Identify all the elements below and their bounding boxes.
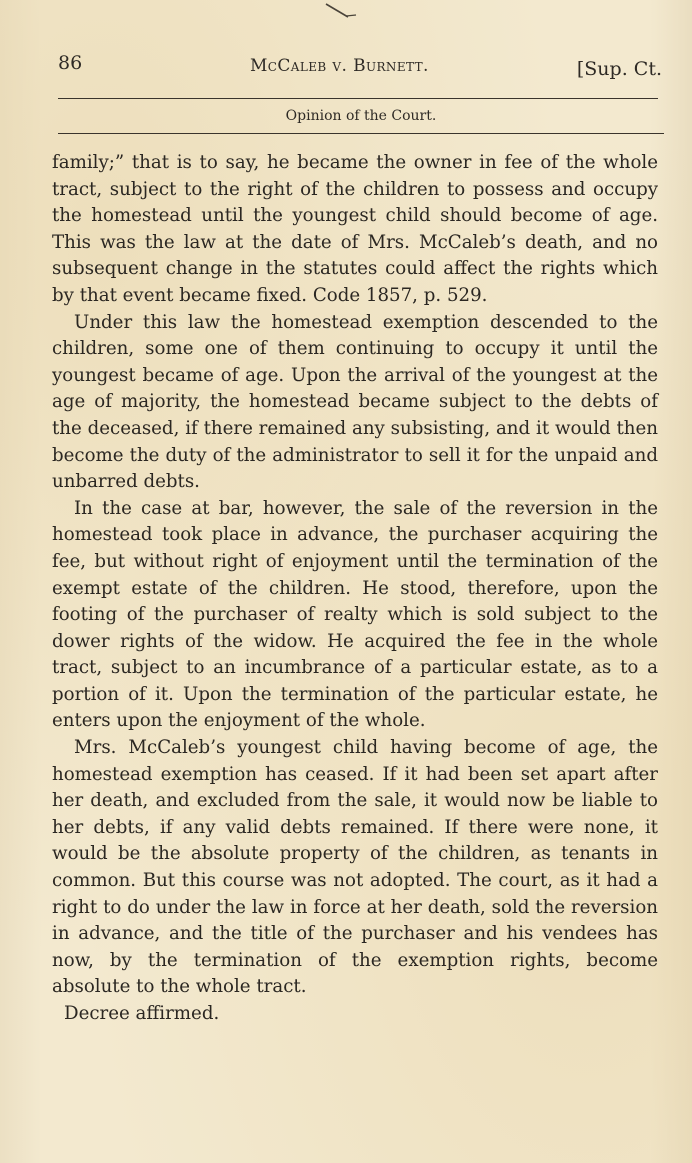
decree-line: Decree affirmed. bbox=[64, 1003, 220, 1024]
ink-mark bbox=[322, 0, 362, 22]
paragraph-3: In the case at bar, however, the sale of the reversion in the homestead took place in advance, the purchaser acquiring the fee, but without right of enjoyment until the termination of the exempt estate of the children. He stood, therefore, upon the footing of the purchaser of realty which is sold subject to the dower rights of the widow. He acquired the fee in the whole tract, subject to an incumbrance of a particular estate, as to a portion of it. Upon the termination of the particular estate, he enters upon the enjoyment of the whole. bbox=[52, 497, 658, 732]
header-rule-top bbox=[58, 98, 658, 99]
section-heading: Opinion of the Court. bbox=[285, 108, 437, 124]
opinion-text bbox=[52, 150, 658, 1028]
paragraph-2: Under this law the homestead exemption descended to the children, some one of them continuing to occupy it until the youngest became of age. Upon the arrival of the youngest at the age of majority, the homestead became subject to the debts of the deceased, if there remained any subsisting, and it would then become the duty of the administrator to sell it for the unpaid and unbarred debts. bbox=[52, 311, 658, 493]
header-rule-bottom bbox=[58, 133, 664, 134]
case-title: McCaleb v. Burnett. bbox=[250, 56, 429, 76]
paragraph-4: Mrs. McCaleb’s youngest child having become of age, the homestead exemption has ceased. If it had been set apart after her death, and excluded from the sale, it would now be liable to her debts, if any valid debts remained. If there were none, it would be the absolute property of the children, as tenants in common. But this course was not adopted. The court, as it had a right to do under the law in force at her death, sold the reversion in advance, and the title of the purchaser and his vendees has now, by the termination of the exemption rights, become absolute to the whole tract. bbox=[52, 737, 658, 998]
paragraph-1: family;” that is to say, he became the owner in fee of the whole tract, subject to the right of the children to possess and occupy the homestead until the youngest child should become of age. This was the law at the date of Mrs. McCaleb’s death, and no subsequent change in the statutes could affect the rights which by that event became fixed. Code 1857, p. 529. bbox=[52, 152, 658, 306]
running-header bbox=[58, 52, 664, 86]
court-reference: [Sup. Ct. bbox=[576, 58, 662, 80]
page-number: 86 bbox=[58, 52, 83, 74]
